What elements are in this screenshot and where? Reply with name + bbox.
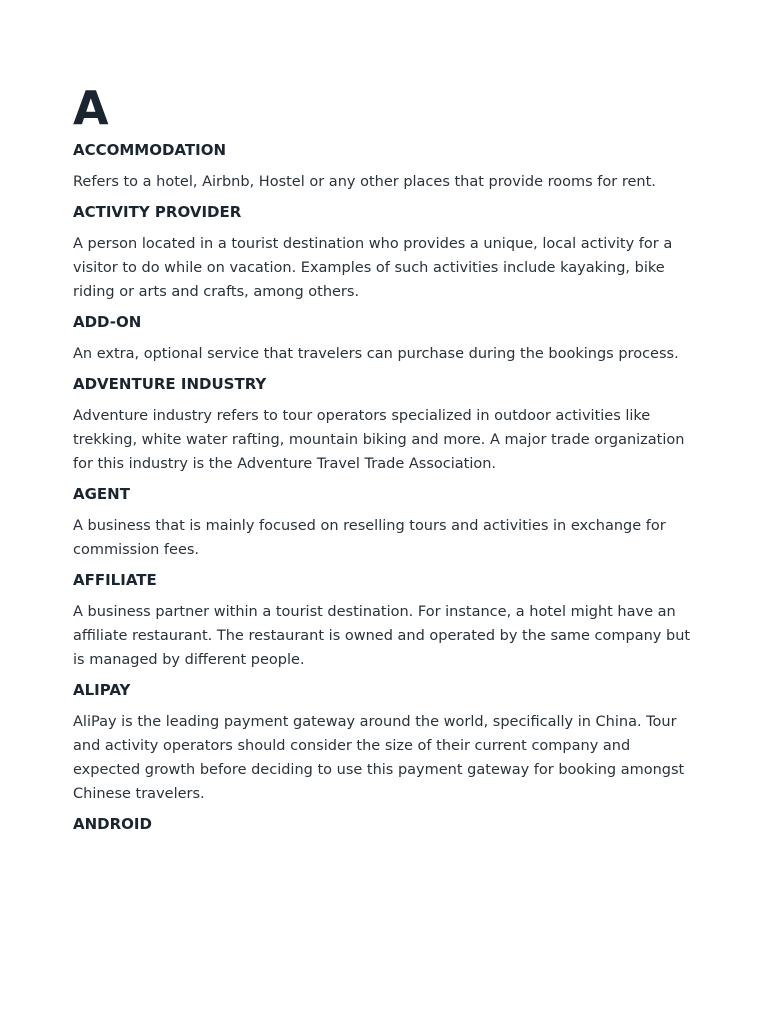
glossary-entry-activity-provider bbox=[73, 202, 695, 304]
glossary-entry-affiliate bbox=[73, 570, 695, 672]
glossary-definition: Refers to a hotel, Airbnb, Hostel or any other places that provide rooms for rent. bbox=[73, 174, 656, 190]
glossary-entry-add-on bbox=[73, 312, 695, 366]
glossary-definition: A business partner within a tourist destination. For instance, a hotel might have an affiliate restaurant. The restaurant is owned and operated by the same company but is managed by different people. bbox=[73, 604, 691, 668]
section-letter-heading: A bbox=[73, 81, 108, 135]
glossary-term: ACTIVITY PROVIDER bbox=[73, 203, 242, 221]
glossary-entry-android bbox=[73, 814, 695, 834]
glossary-definition: A business that is mainly focused on reselling tours and activities in exchange for commission fees. bbox=[73, 518, 666, 558]
glossary-entry-accommodation bbox=[73, 140, 695, 194]
glossary-entry-adventure-industry bbox=[73, 374, 695, 476]
glossary-term: ADD-ON bbox=[73, 313, 142, 331]
glossary-entry-agent bbox=[73, 484, 695, 562]
glossary-term: AFFILIATE bbox=[73, 571, 157, 589]
glossary-definition: An extra, optional service that travelers can purchase during the bookings process. bbox=[73, 346, 679, 362]
glossary-definition: AliPay is the leading payment gateway around the world, specifically in China. Tour and activity operators should consider the size of their current company and expected growth before deciding to use this payment gateway for booking amongst Chinese travelers. bbox=[73, 714, 685, 802]
glossary-term: AGENT bbox=[73, 485, 130, 503]
glossary-entry-alipay bbox=[73, 680, 695, 806]
glossary-term: ADVENTURE INDUSTRY bbox=[73, 375, 267, 393]
glossary-term: ANDROID bbox=[73, 815, 152, 833]
glossary-term: ACCOMMODATION bbox=[73, 141, 226, 159]
glossary-term: ALIPAY bbox=[73, 681, 131, 699]
glossary-definition: Adventure industry refers to tour operators specialized in outdoor activities like trekking, white water rafting, mountain biking and more. A major trade organization for this industry is the Adventure Travel Trade Association. bbox=[73, 408, 685, 472]
glossary-definition: A person located in a tourist destination who provides a unique, local activity for a visitor to do while on vacation. Examples of such activities include kayaking, bike riding or arts and crafts, among others. bbox=[73, 236, 673, 300]
